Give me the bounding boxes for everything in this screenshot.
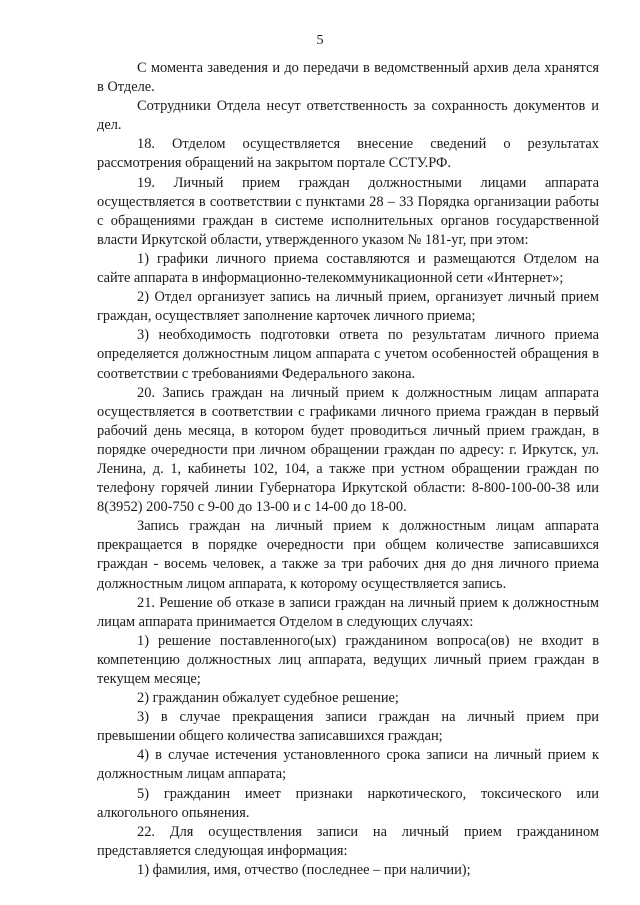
paragraph-item-21-3: 3) в случае прекращения записи граждан на личный прием при превышении общего количества записавшихся граждан;: [97, 709, 599, 745]
paragraph-item-21-4: 4) в случае истечения установленного срока записи на личный прием к должностным лицам аппарата;: [97, 747, 599, 783]
paragraph-item-21-1: 1) решение поставленного(ых) гражданином вопроса(ов) не входит в компетенцию должностных лиц аппарата, ведущих личный прием граждан в текущем месяце;: [97, 632, 599, 687]
paragraph-item-21: 21. Решение об отказе в записи граждан на личный прием к должностным лицам аппарата принимается Отделом в следующих случаях:: [97, 594, 599, 630]
document-body: [97, 59, 599, 880]
paragraph-item-19: 19. Личный прием граждан должностными лицами аппарата осуществляется в соответствии с пунктами 28 – 33 Порядка организации работы с обращениями граждан в системе исполнительных органов государственной власти Иркутской области, утвержденного указом № 181-уг, при этом:: [97, 174, 599, 248]
paragraph-staff-responsibility: Сотрудники Отдела несут ответственность за сохранность документов и дел.: [97, 98, 599, 134]
paragraph-item-20: 20. Запись граждан на личный прием к должностным лицам аппарата осуществляется в соответствии с графиками личного приема граждан в первый рабочий день месяца, в котором будет проводиться личный прием граждан, в порядке очередности при личном обращении граждан по адресу: г. Иркутск, ул. Ленина, д. 1, кабинеты 102, 104, а также при устном обращении граждан по телефону горячей линии Губернатора Иркутской области: 8-800-100-00-38 или 8(3952) 200-750 с 9-00 до 13-00 и с 14-00 до 18-00.: [97, 384, 599, 516]
paragraph-item-22: 22. Для осуществления записи на личный прием гражданином представляется следующая информация:: [97, 823, 599, 859]
paragraph-item-20-closing: Запись граждан на личный прием к должностным лицам аппарата прекращается в порядке очередности при общем количестве записавшихся граждан - восемь человек, а также за три рабочих дня до дня личного приема должностным лицом аппарата, к которому осуществляется запись.: [97, 518, 599, 592]
paragraph-item-22-1: 1) фамилия, имя, отчество (последнее – при наличии);: [137, 861, 471, 878]
paragraph-item-19-3: 3) необходимость подготовки ответа по результатам личного приема определяется должностным лицом аппарата с учетом особенностей обращения в соответствии с требованиями Федерального закона.: [97, 327, 599, 382]
paragraph-item-21-5: 5) гражданин имеет признаки наркотического, токсического или алкогольного опьянения.: [97, 785, 599, 821]
paragraph-item-19-2: 2) Отдел организует запись на личный прием, организует личный прием граждан, осуществляет заполнение карточек личного приема;: [97, 289, 599, 325]
paragraph-item-21-2: 2) гражданин обжалует судебное решение;: [137, 690, 399, 707]
paragraph-item-19-1: 1) графики личного приема составляются и размещаются Отделом на сайте аппарата в информационно-телекоммуникационной сети «Интернет»;: [97, 250, 599, 287]
paragraph-item-18: 18. Отделом осуществляется внесение сведений о результатах рассмотрения обращений на закрытом портале ССТУ.РФ.: [97, 136, 599, 172]
page-number: 5: [316, 33, 324, 48]
paragraph-archive-storage: С момента заведения и до передачи в ведомственный архив дела хранятся в Отделе.: [97, 60, 599, 96]
